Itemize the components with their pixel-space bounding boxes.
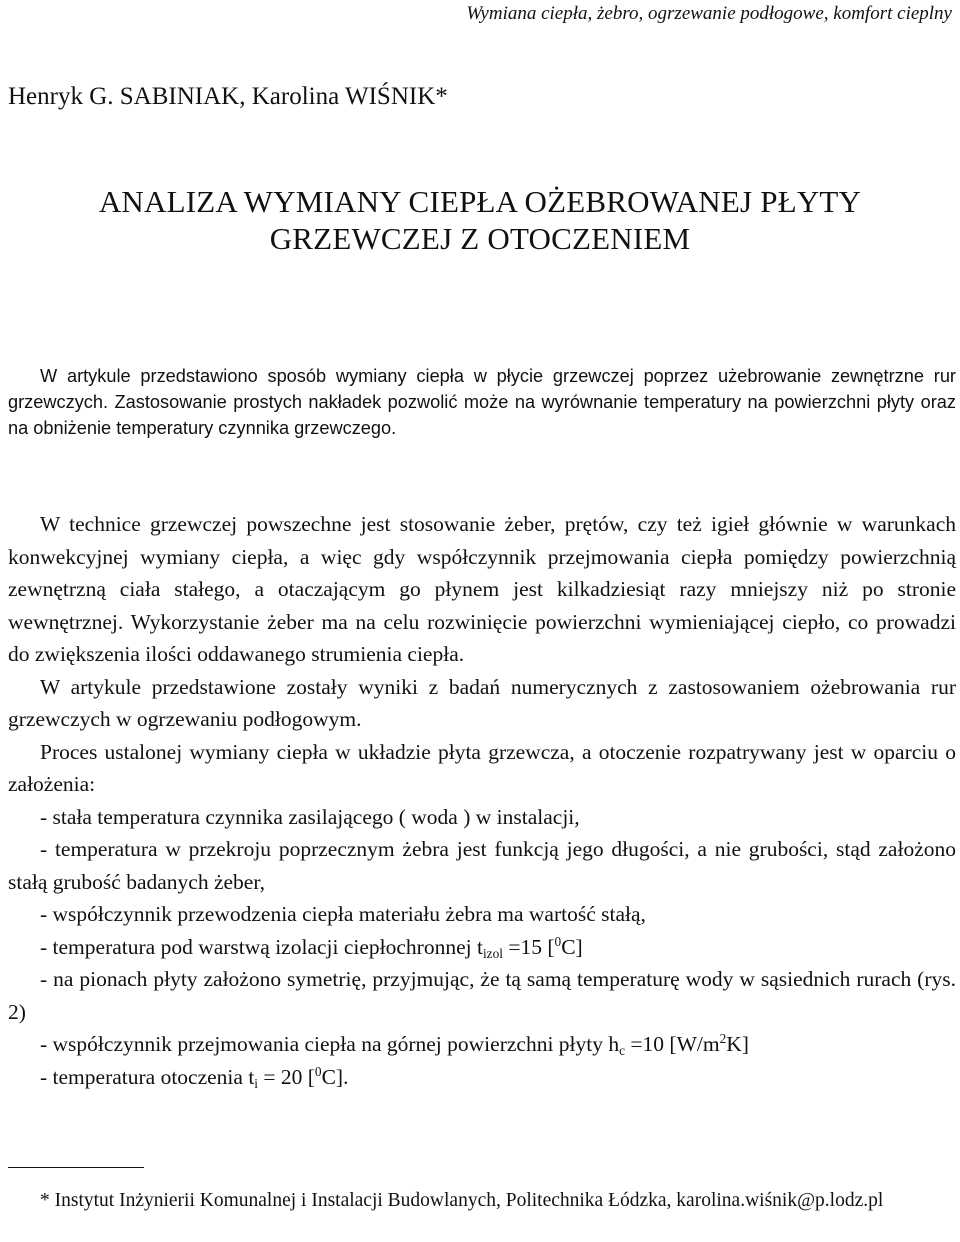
superscript-degree: 0: [554, 933, 562, 949]
subscript-c: c: [619, 1042, 626, 1058]
assumption-4: [8, 931, 956, 964]
paragraph-1: W technice grzewczej powszechne jest stosowanie żeber, prętów, czy też igieł głównie w warunkach konwekcyjnej wymiany ciepła, a więc gdy współczynnik przejmowania ciepła pomiędzy powierzchnią zewnętrzną ciała stałego, a otaczającym go płynem jest kilkadziesiąt razy mniejszy niż po stronie wewnętrznej. Wykorzystanie żeber ma na celu rozwinięcie powierzchni wymieniającej ciepło, co prowadzi do zwiększenia ilości oddawanego strumienia ciepła.: [8, 512, 956, 666]
assumption-4-value: =15 [: [502, 934, 555, 959]
assumption-4-text: - temperatura pod warstwą izolacji ciepłochronnej t: [40, 934, 483, 959]
superscript-squared: 2: [719, 1031, 727, 1047]
assumption-7: [8, 1061, 956, 1094]
title-line-2: GRZEWCZEJ Z OTOCZENIEM: [269, 221, 691, 256]
superscript-degree: 0: [314, 1063, 322, 1079]
assumption-2: - temperatura w przekroju poprzecznym żebra jest funkcją jego długości, a nie grubości, stąd założono stałą grubość badanych żeber,: [8, 837, 956, 894]
paragraph-2: W artykule przedstawione zostały wyniki z badań numerycznych z zastosowaniem ożebrowania rur grzewczych w ogrzewaniu podłogowym.: [8, 674, 956, 731]
assumption-4-unit: C]: [561, 934, 583, 959]
subscript-izol: izol: [482, 945, 503, 961]
assumption-7-unit: C].: [321, 1064, 349, 1089]
assumption-6-unit: K]: [726, 1032, 749, 1056]
assumption-7-value: = 20 [: [258, 1064, 315, 1089]
assumption-6-value: =10 [W/m: [625, 1032, 720, 1056]
assumption-6: [8, 1028, 956, 1061]
paragraph-3: Proces ustalonej wymiany ciepła w układzie płyta grzewcza, a otoczenie rozpatrywany jest w oparciu o założenia:: [8, 739, 956, 796]
assumption-5: - na pionach płyty założono symetrię, przyjmując, że tą samą temperaturę wody w sąsiednich rurach (rys. 2): [8, 967, 956, 1024]
body-text: [8, 508, 956, 1093]
abstract: W artykule przedstawiono sposób wymiany ciepła w płycie grzewczej poprzez użebrowanie zewnętrzne rur grzewczych. Zastosowanie prostych nakładek pozwolić może na wyrównanie temperatury na powierzchni płyty oraz na obniżenie temperatury czynnika grzewczego.: [8, 366, 956, 438]
assumption-6-text: - współczynnik przejmowania ciepła na górnej powierzchni płyty h: [40, 1032, 620, 1056]
authors: Henryk G. SABINIAK, Karolina WIŚNIK*: [8, 83, 448, 110]
paper-title: [8, 183, 952, 257]
subscript-i: i: [254, 1075, 258, 1091]
keywords-header: Wymiana ciepła, żebro, ogrzewanie podłogowe, komfort cieplny: [466, 3, 952, 24]
footnote: * Instytut Inżynierii Komunalnej i Instalacji Budowlanych, Politechnika Łódzka, karolina.wiśnik@p.lodz.pl: [40, 1190, 884, 1211]
assumption-7-text: - temperatura otoczenia t: [40, 1064, 255, 1089]
footnote-divider: [8, 1167, 144, 1168]
title-line-1: ANALIZA WYMIANY CIEPŁA OŻEBROWANEJ PŁYTY: [98, 184, 862, 219]
assumption-1: - stała temperatura czynnika zasilającego ( woda ) w instalacji,: [40, 804, 580, 829]
assumption-3: - współczynnik przewodzenia ciepła materiału żebra ma wartość stałą,: [40, 902, 646, 926]
